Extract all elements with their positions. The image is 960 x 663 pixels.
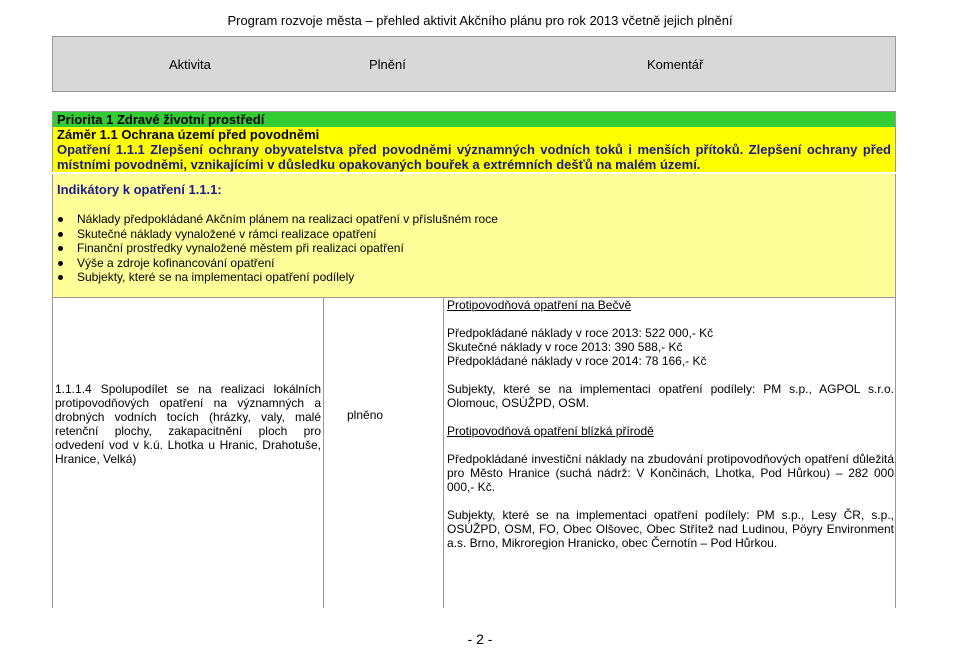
indicators-heading: Indikátory k opatření 1.1.1: [57, 182, 222, 197]
comment-line: Předpokládané náklady v roce 2013: 522 000,- Kč [447, 326, 714, 340]
document-title: Program rozvoje města – přehled aktivit Akčního plánu pro rok 2013 včetně jejich plnění [227, 13, 733, 28]
column-divider [323, 298, 324, 608]
table-header [52, 36, 896, 92]
indicator-item: Výše a zdroje kofinancování opatření [53, 256, 498, 271]
comment-line: Předpokládané náklady v roce 2014: 78 166,- Kč [447, 354, 707, 368]
comment-heading-becva: Protipovodňová opatření na Bečvě [447, 298, 632, 312]
activity-cell: 1.1.1.4 Spolupodílet se na realizaci lokálních protipovodňových opatření na významných a drobných vodních tocích (hrázky, valy, malé retenční plochy, zakapacitnění ploch pro odvedení vod v k.ú. Lhotka u Hranic, Drahotuše, Hranice, Velká) [55, 382, 321, 466]
comment-line: Skutečné náklady v roce 2013: 390 588,- Kč [447, 340, 683, 354]
indicator-item: Skutečné náklady vynaložené v rámci realizace opatření [53, 227, 498, 242]
comment-heading-nature: Protipovodňová opatření blízká přírodě [447, 424, 654, 438]
header-activity: Aktivita [169, 57, 211, 72]
fulfillment-cell: plněno [347, 408, 384, 422]
header-fulfillment: Plnění [369, 57, 406, 72]
comment-subjects: Subjekty, které se na implementaci opatření podílely: PM s.p., AGPOL s.r.o. Olomouc, OSÚŽPD, OSM. [447, 382, 894, 410]
indicators-section [52, 174, 896, 298]
activity-table [52, 298, 896, 608]
priority-title: Priorita 1 Zdravé životní prostředí [53, 112, 895, 127]
indicator-item: Subjekty, které se na implementaci opatření podílely [53, 270, 498, 285]
indicators-list [53, 212, 498, 285]
header-comment: Komentář [647, 57, 704, 72]
comment-cell [447, 298, 894, 550]
goal-label: Záměr 1.1 Ochrana území před povodněmi [57, 127, 320, 142]
priority-block [52, 111, 896, 172]
page-number: - 2 - [467, 631, 493, 647]
measure-description: Opatření 1.1.1 Zlepšení ochrany obyvatelstva před povodněmi významných vodních toků i menších přítoků. Zlepšení ochrany před místními povodněmi, vznikajícími v důsledku opakovaných bouřek a extrémních dešťů na malém území. [53, 142, 895, 172]
indicator-item: Náklady předpokládané Akčním plánem na realizaci opatření v příslušném roce [53, 212, 498, 227]
indicator-item: Finanční prostředky vynaložené městem při realizaci opatření [53, 241, 498, 256]
goal-title [53, 127, 895, 142]
column-divider [443, 298, 444, 608]
comment-subjects: Subjekty, které se na implementaci opatření podílely: PM s.p., Lesy ČR, s.p., OSÚŽPD, OSM, FO, Obec Olšovec, Obec Střítež nad Ludinou, Pöyry Environment a.s. Brno, Mikroregion Hranicko, obec Černotín – Pod Hůrkou. [447, 508, 894, 550]
comment-costs: Předpokládané investiční náklady na zbudování protipovodňových opatření důležitá pro Město Hranice (suchá nádrž: V Končinách, Lhotka, Pod Hůrkou) – 282 000 000,- Kč. [447, 452, 894, 494]
